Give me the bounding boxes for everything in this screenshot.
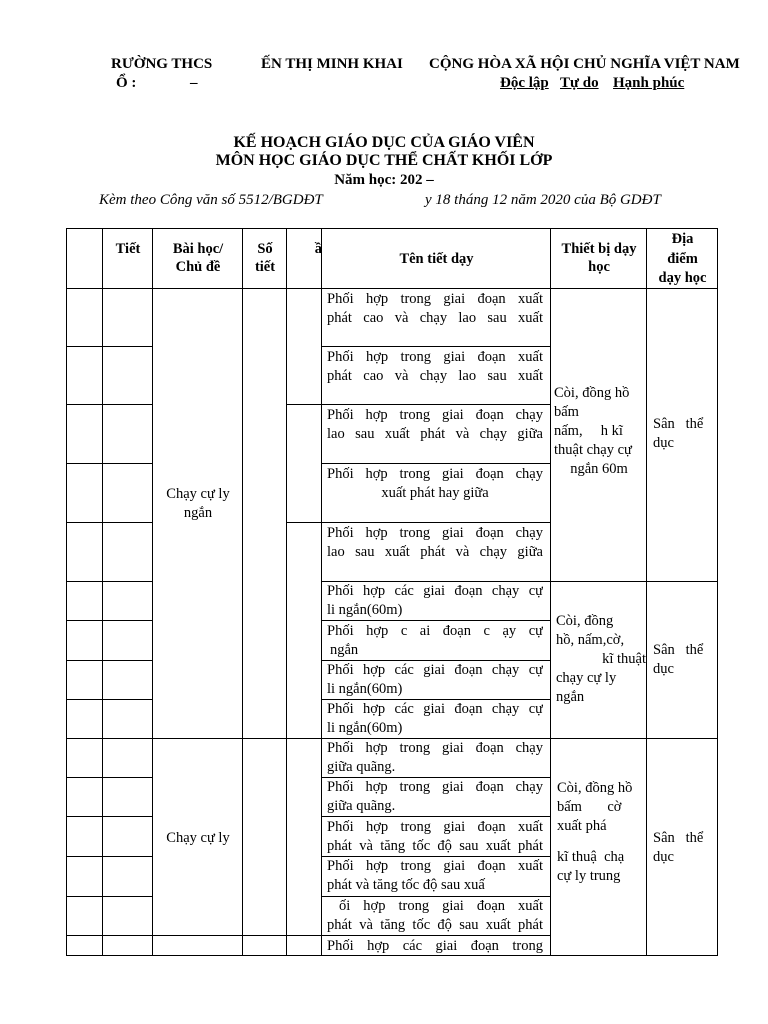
group-label: Ổ : xyxy=(116,75,137,91)
group-dash: – xyxy=(190,75,198,91)
lesson-row: Phối hợp trong giai đoạn chạy lao sau xuất phát và chạy giữa xyxy=(327,525,543,560)
lesson-row: Phối hợp các giai đoạn chạy cự li ngắn(60m) xyxy=(327,701,543,736)
lesson-row: Phối hợp trong giai đoạn xuất phát và tăng tốc độ sau xuất phát xyxy=(327,819,543,854)
location-cell: Sân thể dục xyxy=(653,416,704,451)
topic-sprint: Chạy cự ly ngắn xyxy=(166,486,230,521)
doc-subtitle: MÔN HỌC GIÁO DỤC THỂ CHẤT KHỐI LỚP xyxy=(215,152,553,169)
lesson-row: Phối hợp trong giai đoạn chạy giữa quãng. xyxy=(327,779,543,814)
lesson-row: Phối hợp trong giai đoạn xuất phát cao và chạy lao sau xuất xyxy=(327,349,543,384)
location-cell: Sân thể dục xyxy=(653,642,704,677)
doc-title: KẾ HOẠCH GIÁO DỤC CỦA GIÁO VIÊN xyxy=(233,134,535,151)
col-header-tiet: Tiết xyxy=(115,241,141,257)
lesson-row: Phối hợp trong giai đoạn chạy lao sau xuất phát và chạy giữa xyxy=(327,407,543,442)
equipment-cell: Còi, đồng hồ bấm cờ xuất phá kĩ thuậ chạ cự ly trung xyxy=(557,780,633,884)
col-header-location-1: Địa xyxy=(671,231,694,247)
lesson-row: Phối hợp các giai đoạn chạy cự li ngắn(60m) xyxy=(327,583,543,618)
nation-title: CỘNG HÒA XÃ HỘI CHỦ NGHĨA VIỆT NAM xyxy=(429,56,740,72)
lesson-row: Phối hợp trong giai đoạn chạy giữa quãng. xyxy=(327,740,543,775)
col-header-lesson-topic-2: Chủ đề xyxy=(175,259,221,275)
lesson-row: Phối hợp các giai đoạn trong xyxy=(327,938,543,954)
col-header-count-2: tiết xyxy=(254,259,276,275)
col-header-week: ầ xyxy=(314,241,322,257)
col-header-equipment-2: học xyxy=(588,259,610,275)
lesson-row: Phối hợp trong giai đoạn chạy xuất phát hay giữa xyxy=(327,466,543,501)
lesson-row: Phối hợp c ai đoạn c ạy cự ngắn xyxy=(327,623,543,658)
motto-freedom: Tự do xyxy=(560,75,599,91)
lesson-row: Phối hợp các giai đoạn chạy cự li ngắn(60m) xyxy=(327,662,543,697)
lesson-row: Phối hợp trong giai đoạn xuất phát và tăng tốc độ sau xuấ xyxy=(327,858,543,893)
lesson-row: Phối hợp trong giai đoạn xuất phát cao và chạy lao sau xuất xyxy=(327,291,543,326)
col-header-equipment-1: Thiết bị dạy xyxy=(561,241,637,257)
reference-left: Kèm theo Công văn số 5512/BGDĐT xyxy=(99,192,323,208)
motto-independence: Độc lập xyxy=(500,75,549,91)
col-header-count-1: Số xyxy=(257,241,273,257)
motto-happiness: Hạnh phúc xyxy=(613,75,685,91)
equipment-cell: Còi, đồng hồ, nấm,cờ, kĩ thuật chạy cự ly ngắn xyxy=(556,613,646,705)
school-label: RƯỜNG THCS xyxy=(111,56,213,72)
school-year: Năm học: 202 – xyxy=(334,172,434,188)
col-header-location-3: dạy học xyxy=(658,270,707,286)
reference-right: y 18 tháng 12 năm 2020 của Bộ GDĐT xyxy=(425,192,661,208)
col-header-location-2: điểm xyxy=(667,251,698,267)
school-name: ẾN THỊ MINH KHAI xyxy=(261,56,403,72)
location-cell: Sân thể dục xyxy=(653,830,704,865)
col-header-lesson-topic-1: Bài học/ xyxy=(172,241,224,257)
topic-middle-distance: Chạy cự ly xyxy=(166,830,230,846)
equipment-cell: Còi, đồng hồ bấm nấm, h kĩ thuật chạy cự ngắn 60m xyxy=(554,385,632,477)
col-header-lesson-name: Tên tiết dạy xyxy=(399,251,474,267)
lesson-row: ối hợp trong giai đoạn xuất phát và tăng tốc độ sau xuất phát xyxy=(327,898,543,933)
